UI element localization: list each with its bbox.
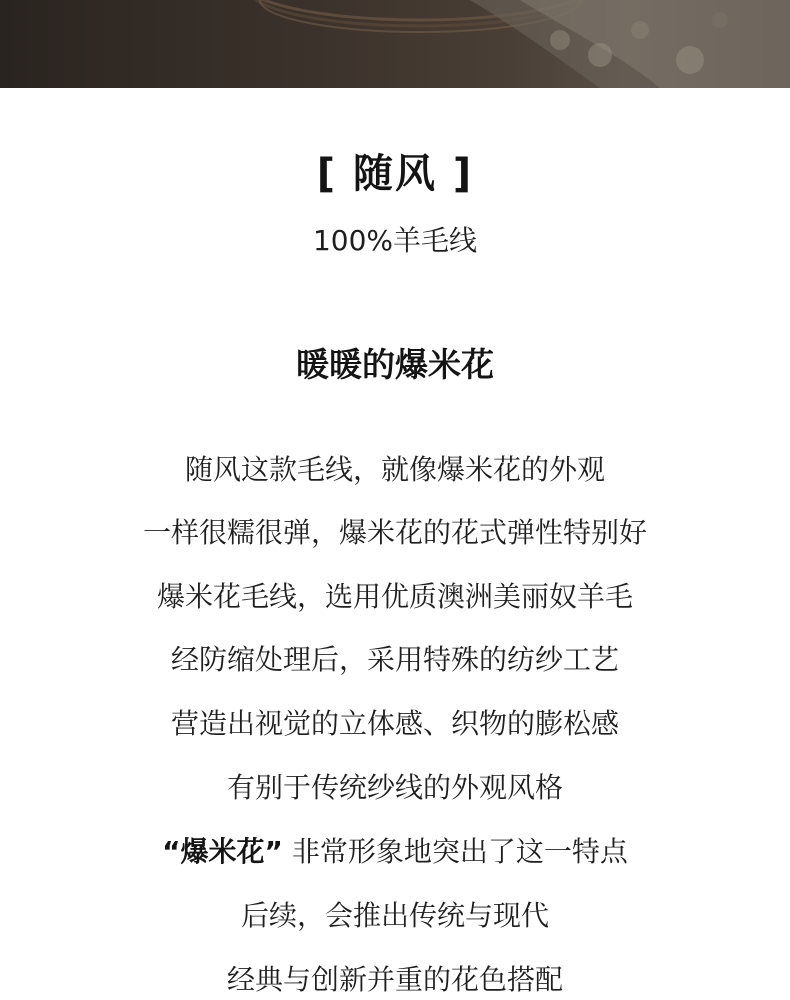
description-line-8: 后续，会推出传统与现代 bbox=[240, 899, 549, 932]
description-line-4: 经防缩处理后，采用特殊的纺纱工艺 bbox=[170, 643, 619, 676]
description-line-7-text: 非常形象地突出了这一特点 bbox=[282, 835, 628, 868]
yarn-basket-image bbox=[0, 0, 790, 88]
description-line-5: 营造出视觉的立体感、织物的膨松感 bbox=[170, 707, 619, 740]
product-material: 100%羊毛线 bbox=[312, 224, 478, 257]
product-title: [ 随风 ] bbox=[316, 151, 474, 197]
section-heading: 暖暖的爆米花 bbox=[296, 345, 494, 384]
description-line-2: 一样很糯很弹，爆米花的花式弹性特别好 bbox=[142, 516, 647, 549]
popcorn-emphasis: “爆米花” bbox=[162, 835, 283, 868]
description-line-6: 有别于传统纱线的外观风格 bbox=[226, 771, 563, 804]
description-line-1: 随风这款毛线，就像爆米花的外观 bbox=[184, 453, 605, 486]
description-line-9: 经典与创新并重的花色搭配 bbox=[226, 963, 563, 996]
description-line-3: 爆米花毛线，选用优质澳洲美丽奴羊毛 bbox=[156, 580, 633, 613]
description-line-7 bbox=[0, 832, 790, 872]
hero-photo bbox=[0, 0, 790, 88]
